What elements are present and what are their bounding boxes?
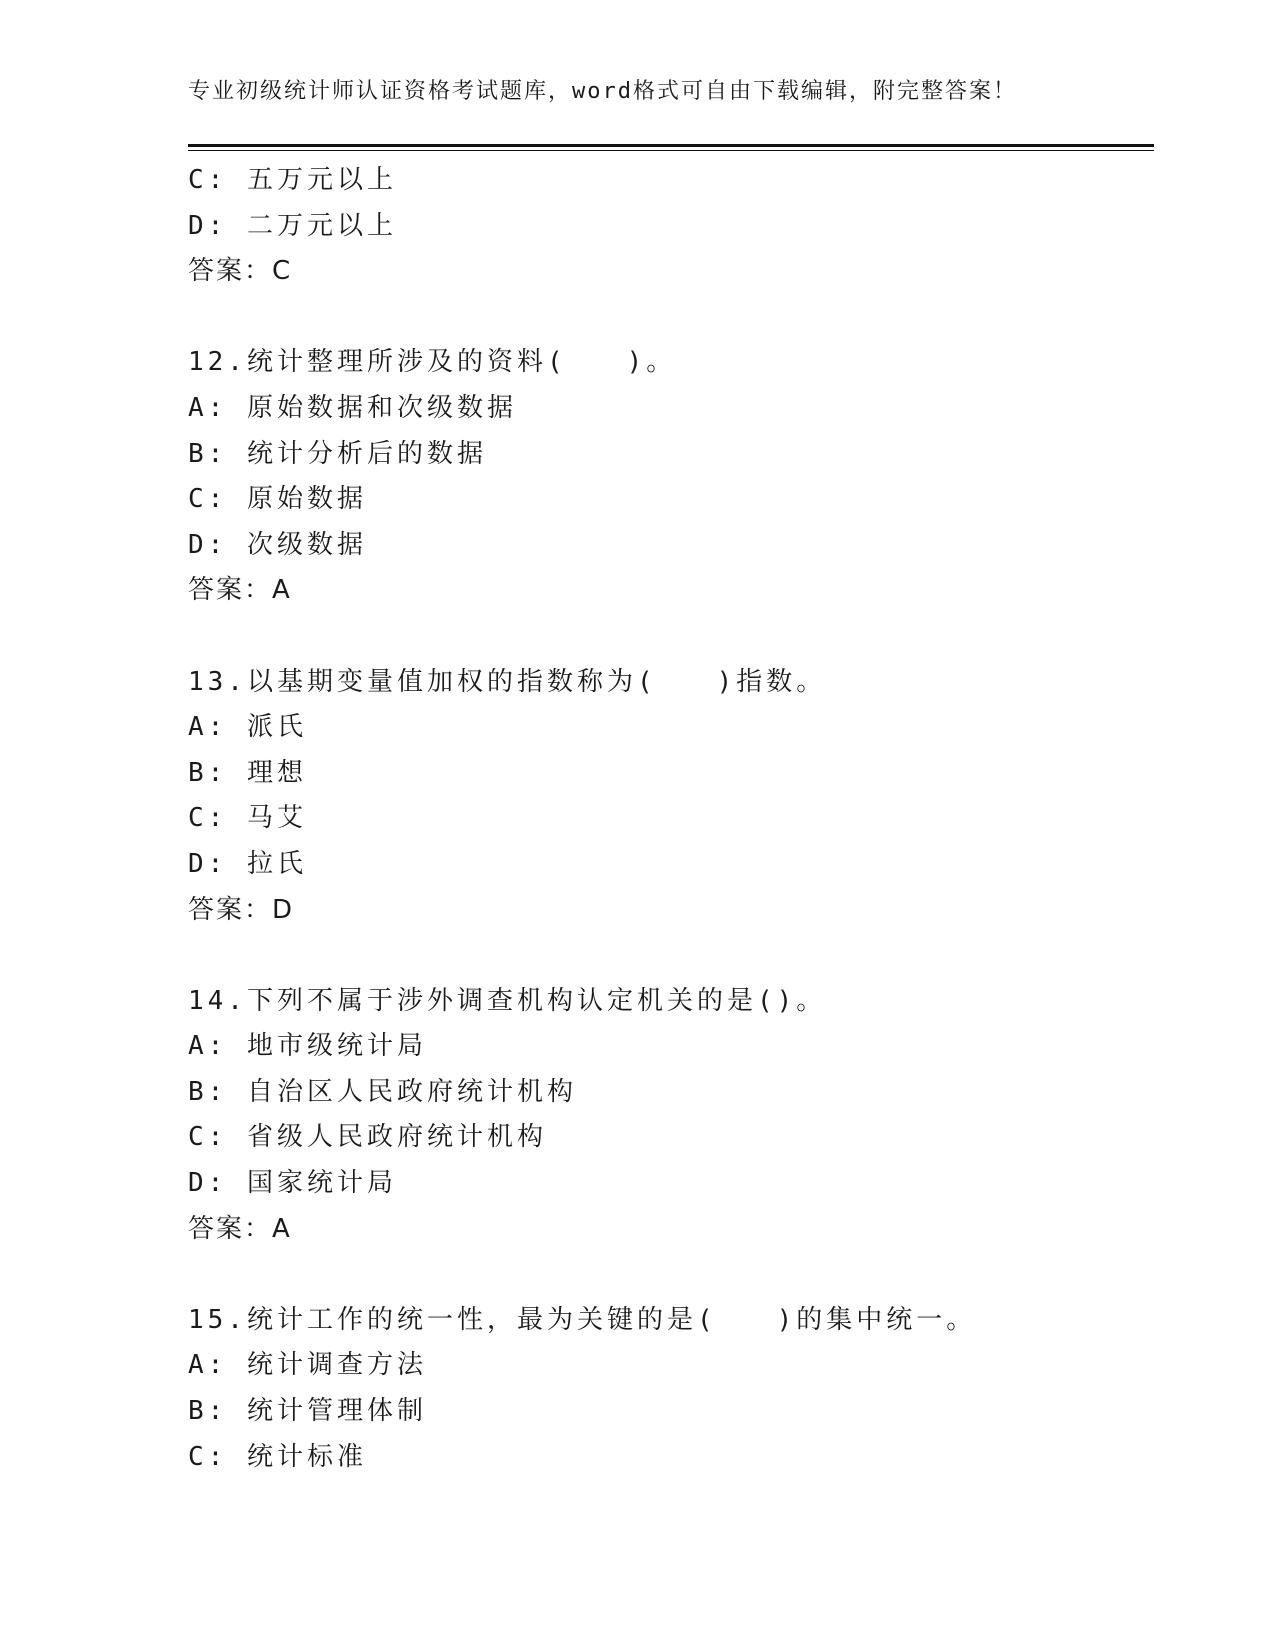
option-text: 原始数据 [246, 484, 367, 515]
answer-line: 答案：D [188, 894, 295, 925]
option-key: D: [188, 848, 228, 879]
option-text: 拉氏 [246, 848, 307, 879]
answer-line: 答案：A [188, 1213, 292, 1244]
question-block [188, 660, 1154, 934]
option-text: 次级数据 [246, 529, 367, 560]
option-text: 马艾 [246, 803, 307, 834]
spacer [188, 614, 1154, 660]
option-text: 统计管理体制 [246, 1396, 427, 1427]
question-stem: 15.统计工作的统一性，最为关键的是( )的集中统一。 [188, 1304, 977, 1335]
option-line [188, 1343, 1154, 1389]
question-block-partial [188, 158, 1154, 295]
option-text: 五万元以上 [246, 165, 397, 195]
option-key: C: [188, 1122, 228, 1153]
option-line [188, 477, 1154, 523]
option-text: 地市级统计局 [246, 1031, 427, 1062]
option-key: B: [188, 1076, 228, 1107]
option-text: 原始数据和次级数据 [246, 392, 517, 423]
option-text: 理想 [246, 757, 307, 788]
question-content [188, 158, 1154, 1480]
option-key: A: [188, 392, 228, 423]
option-line [188, 796, 1154, 842]
question-stem: 14.下列不属于涉外调查机构认定机关的是()。 [188, 985, 827, 1016]
answer-line: 答案：A [188, 575, 292, 606]
spacer [188, 295, 1154, 341]
question-block [188, 1298, 1154, 1480]
spacer [188, 933, 1154, 979]
option-key: A: [188, 712, 228, 743]
option-line [188, 1435, 1154, 1481]
question-stem: 12.统计整理所涉及的资料( )。 [188, 347, 677, 378]
option-text: 派氏 [246, 712, 307, 743]
option-key: A: [188, 1031, 228, 1062]
header-rule-thin [188, 150, 1154, 151]
option-key: C: [188, 803, 228, 834]
option-key: C: [188, 484, 228, 515]
option-text: 自治区人民政府统计机构 [246, 1076, 577, 1107]
header-rule-thick [188, 144, 1154, 147]
option-key: B: [188, 1396, 228, 1427]
option-line [188, 842, 1154, 888]
answer-line: 答案：C [188, 256, 293, 287]
option-text: 二万元以上 [246, 210, 397, 241]
question-stem: 13.以基期变量值加权的指数称为( )指数。 [188, 666, 827, 697]
option-text: 统计分析后的数据 [246, 438, 487, 469]
question-block [188, 979, 1154, 1253]
option-line [188, 705, 1154, 751]
option-key: D: [188, 210, 228, 241]
option-text: 统计标准 [246, 1441, 367, 1472]
option-text: 国家统计局 [246, 1168, 397, 1199]
option-line [188, 158, 1154, 204]
option-key: C: [188, 165, 228, 195]
option-key: B: [188, 438, 228, 469]
spacer [188, 1252, 1154, 1298]
option-line [188, 1389, 1154, 1435]
option-line [188, 751, 1154, 797]
option-line [188, 432, 1154, 478]
option-key: B: [188, 757, 228, 788]
option-line [188, 1161, 1154, 1207]
option-key: C: [188, 1441, 228, 1472]
option-line [188, 523, 1154, 569]
option-line [188, 386, 1154, 432]
option-text: 统计调查方法 [246, 1350, 427, 1381]
option-key: D: [188, 529, 228, 560]
page-header-note: 专业初级统计师认证资格考试题库，word格式可自由下载编辑，附完整答案！ [188, 79, 1017, 104]
option-text: 省级人民政府统计机构 [246, 1122, 547, 1153]
question-block [188, 340, 1154, 614]
option-line [188, 204, 1154, 250]
option-line [188, 1024, 1154, 1070]
option-key: A: [188, 1350, 228, 1381]
option-line [188, 1070, 1154, 1116]
option-line [188, 1115, 1154, 1161]
option-key: D: [188, 1168, 228, 1199]
